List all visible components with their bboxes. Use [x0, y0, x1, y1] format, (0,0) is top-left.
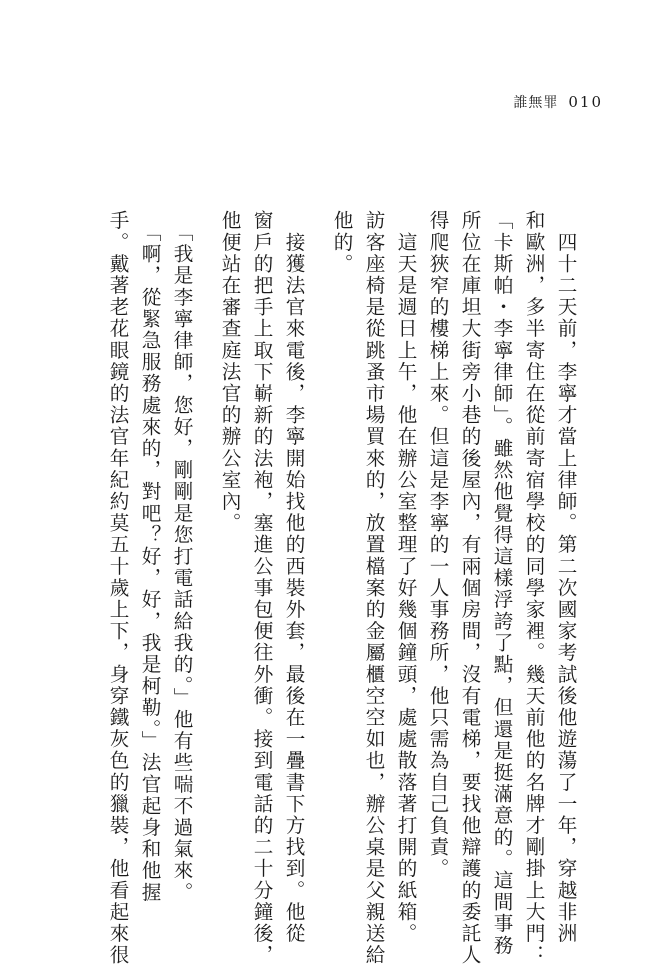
text-column: 「卡斯帕・李寧律師」。雖然他覺得這樣浮誇了點，但還是挺滿意的。這間事務: [490, 210, 513, 957]
text-column: 窗戶的把手上取下嶄新的法袍，塞進公事包便往外衝。接到電話的二十分鐘後，: [250, 210, 273, 966]
text-column: 「我是李寧律師，您好，剛剛是您打電話給我的。」他有些喘不過氣來。: [170, 210, 193, 904]
text-column: 這天是週日上午，他在辦公室整理了好幾個鐘頭，處處散落著打開的紙箱。: [394, 210, 417, 945]
vertical-text-block: [95, 210, 577, 966]
text-column: 「啊，從緊急服務處來的，對吧？好，好，我是柯勒。」法官起身和他握: [138, 210, 161, 904]
text-column: 四十二天前，李寧才當上律師。第二次國家考試後他遊蕩了一年，穿越非洲: [554, 210, 577, 945]
text-column: 和歐洲，多半寄住在從前寄宿學校的同學家裡。幾天前他的名牌才剛掛上大門：: [522, 210, 545, 966]
book-title: 誰無罪: [513, 95, 559, 111]
text-column: 他的。: [330, 210, 353, 275]
text-column: 接獲法官來電後，李寧開始找他的西裝外套，最後在一疊書下方找到。他從: [282, 210, 305, 945]
text-column: 訪客座椅是從跳蚤市場買來的，放置檔案的金屬櫃空空如也，辦公桌是父親送給: [362, 210, 385, 966]
text-column: 得爬狹窄的樓梯上來。但這是李寧的一人事務所，他只需為自己負責。: [426, 210, 449, 880]
running-header: [513, 92, 603, 112]
text-column: 所位在庫坦大街旁小巷的後屋內，有兩個房間，沒有電梯，要找他辯護的委託人: [458, 210, 481, 966]
page-number: 010: [568, 93, 603, 111]
text-column: 他便站在審查庭法官的辦公室內。: [218, 210, 241, 534]
text-column: 手。戴著老花眼鏡的法官年紀約莫五十歲上下，身穿鐵灰色的獵裝，他看起來很: [106, 210, 129, 966]
